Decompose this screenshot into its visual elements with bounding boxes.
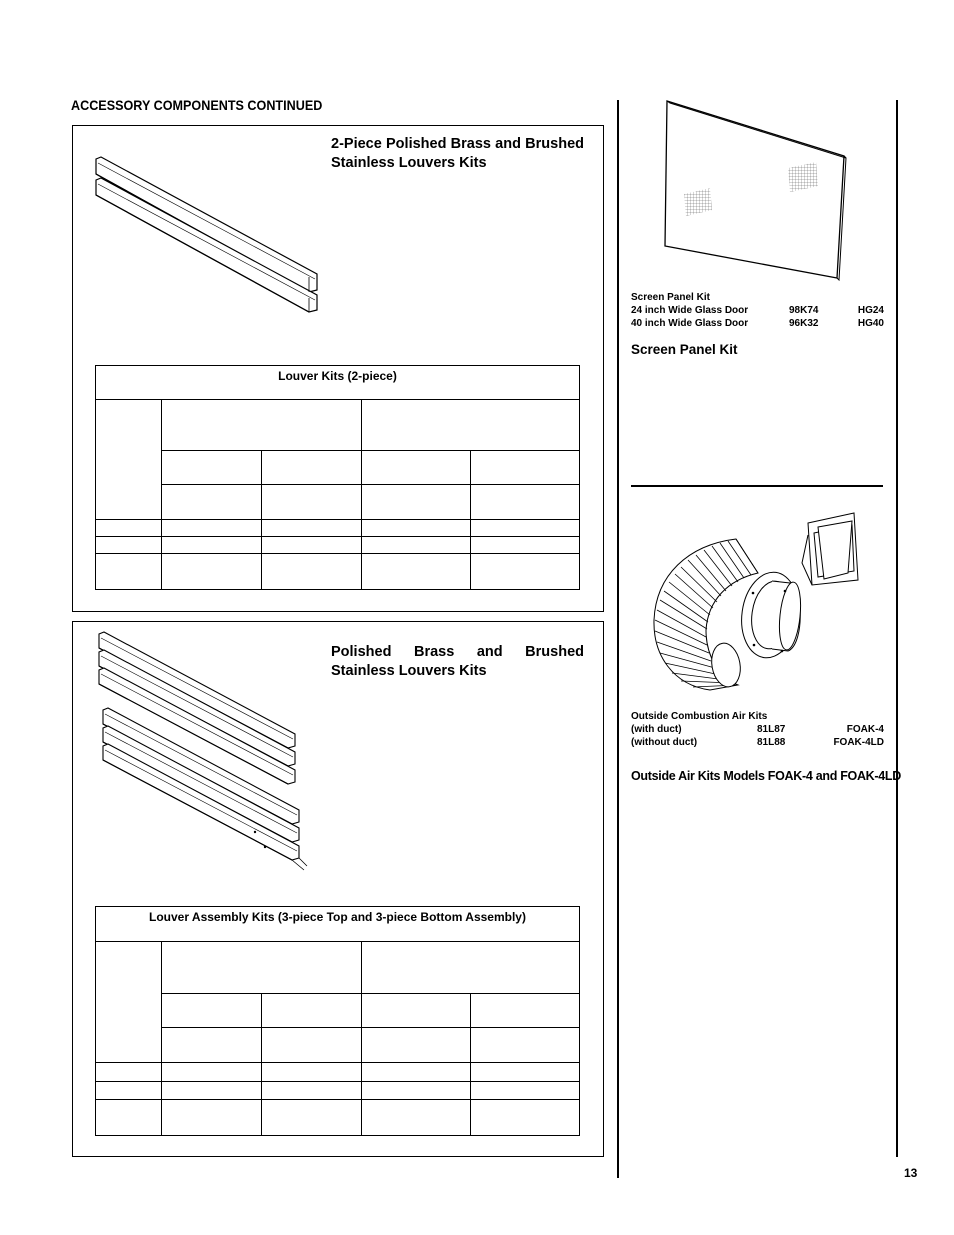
louver-2piece-title: 2-Piece Polished Brass and Brushed Stainless Louvers Kits [331,136,584,171]
louver-2piece-illustration [93,154,333,319]
screen-panel-row [631,304,884,317]
section-separator [631,485,883,487]
screen-panel-row-model: HG40 [857,318,884,329]
page-number: 13 [904,1166,918,1180]
outside-air-row-desc: (without duct) [631,737,698,748]
screen-panel-row-desc: 24 inch Wide Glass Door [631,305,749,316]
louver-assembly-table-caption: Louver Assembly Kits (3-piece Top and 3-piece Bottom Assembly) [96,907,580,942]
outside-air-row-model: FOAK-4LD [833,737,884,748]
louver-2piece-table [95,365,580,590]
outside-air-caption: Outside Air Kits Models FOAK-4 and FOAK-4LD [631,769,901,783]
screen-panel-row-part: 96K32 [789,318,819,329]
right-margin-rule [896,100,898,1157]
screen-panel-row [631,317,884,330]
outside-air-row-part: 81L88 [757,737,786,748]
outside-air-header: Outside Combustion Air Kits [631,711,768,722]
section-heading: ACCESSORY COMPONENTS CONTINUED [71,97,323,113]
screen-panel-header: Screen Panel Kit [631,292,710,303]
column-divider [617,100,619,1178]
outside-air-row [631,736,884,749]
outside-air-row-desc: (with duct) [631,724,682,735]
screen-panel-row-desc: 40 inch Wide Glass Door [631,318,749,329]
outside-air-row [631,723,884,736]
louver-2piece-table-caption: Louver Kits (2-piece) [96,366,580,400]
louver-2piece-box [72,125,604,612]
outside-air-row-model: FOAK-4 [846,724,884,735]
louver-assembly-table [95,906,580,1136]
louver-assembly-box [72,621,604,1157]
screen-panel-row-part: 98K74 [789,305,819,316]
outside-air-kit-illustration [648,505,893,700]
outside-air-row-part: 81L87 [757,724,786,735]
louver-assembly-illustration [95,630,315,880]
screen-panel-row-model: HG24 [857,305,884,316]
screen-panel-illustration [660,98,850,283]
louver-assembly-title: Polished Brass and Brushed Stainless Louvers Kits [331,644,584,679]
screen-panel-caption: Screen Panel Kit [631,342,738,357]
